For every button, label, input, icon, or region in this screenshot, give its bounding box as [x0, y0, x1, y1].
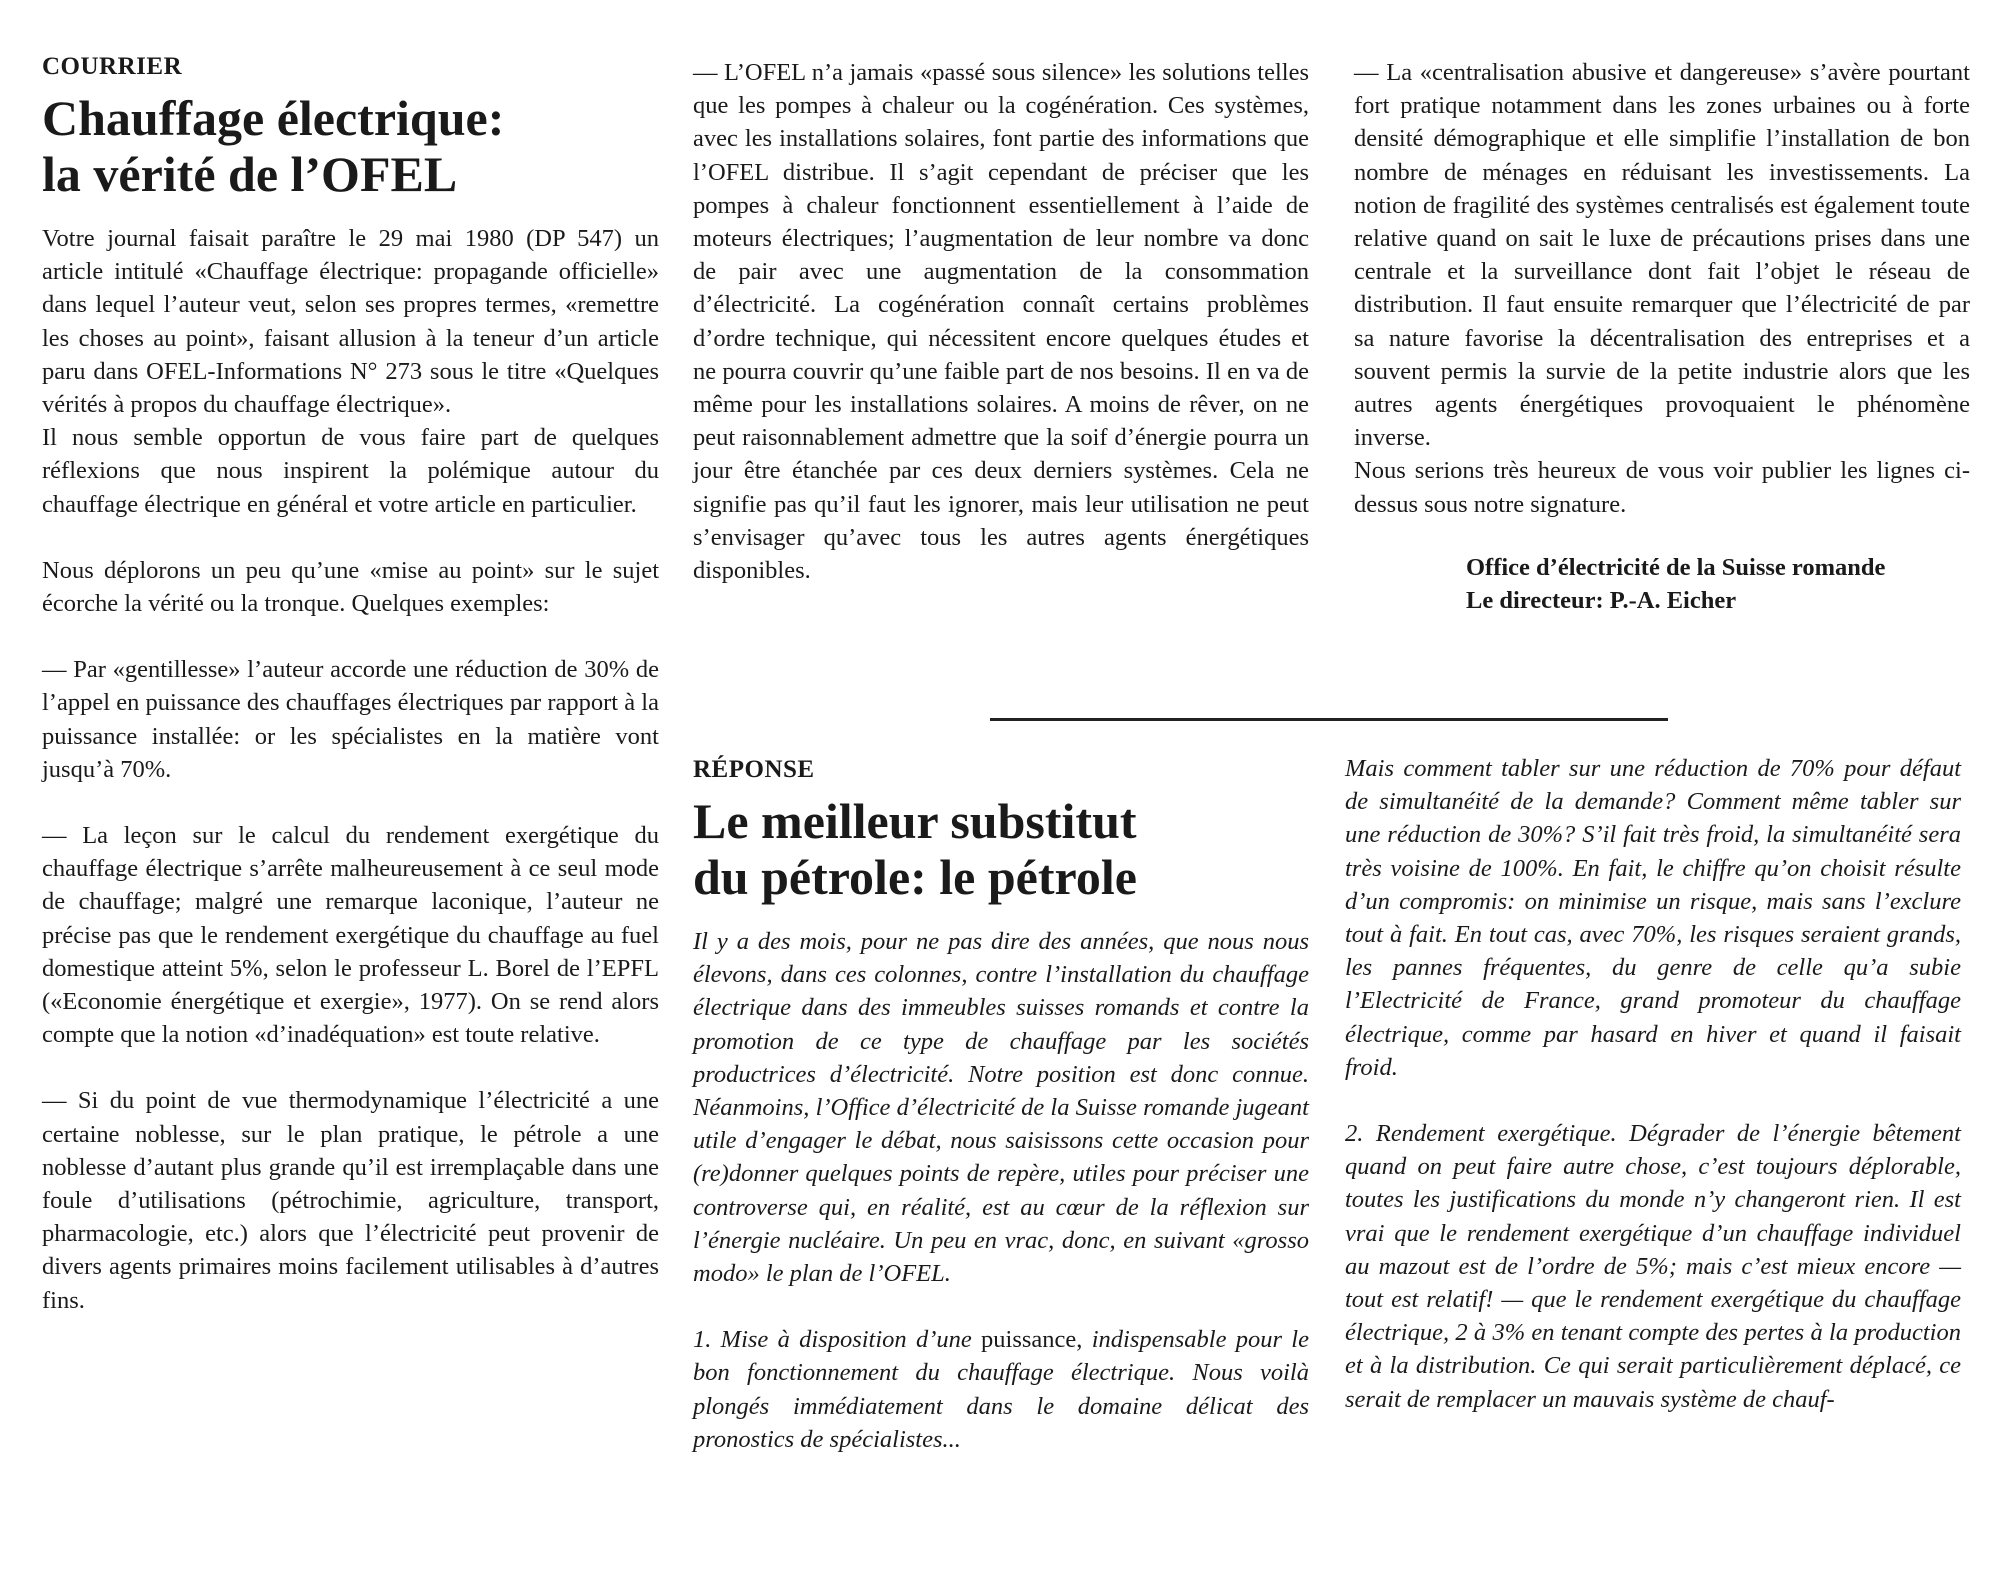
courrier-headline [42, 90, 659, 202]
reponse-column-1 [693, 755, 1309, 1456]
courrier-paragraph-2: Il nous semble opportun de vous faire part de quelques réflexions que nous inspirent la polémique autour du chauffage électrique en général et votre article en particulier. [42, 424, 659, 518]
courrier-paragraph-7: — L’OFEL n’a jamais «passé sous silence» les solutions telles que les pompes à chaleur ou la cogénération. Ces systèmes, avec les installations solaires, font partie des informations que l’OFEL distribue. Il s’agit cependant de préciser que les pompes à chaleur fonctionnent essentiellement à l’aide de moteurs électriques; l’augmentation de leur nombre va donc de pair avec une augmentation de la consommation d’électricité. La cogénération connaît certains problèmes d’ordre technique, qui nécessitent encore quelques études et ne pourra couvrir qu’une faible part de nos besoins. Il en va de même pour les installations solaires. A moins de rêver, on ne peut raisonnablement admettre que la soif d’énergie pourra un jour être étanchée par ces deux derniers systèmes. Cela ne signifie pas qu’il faut les ignorer, mais leur utilisation ne peut s’envisager qu’avec tous les autres agents énergétiques disponibles. [693, 59, 1309, 585]
courrier-kicker: COURRIER [42, 53, 183, 80]
reponse-paragraph-2 [693, 1323, 1309, 1456]
reponse-p2-part1: 1. Mise à disposition d’une [693, 1326, 972, 1354]
reponse-paragraph-1: Il y a des mois, pour ne pas dire des années, que nous nous élevons, dans ces colonnes, contre l’installation du chauffage électrique dans des immeubles suisses romands et contre la promotion de ce type de chauffage par les sociétés productrices d’électricité. Notre position est donc connue. Néanmoins, l’Office d’électricité de la Suisse romande jugeant utile d’engager le débat, nous saisissons cette occasion pour (re)donner quelques points de repère, utiles pour préciser une controverse qui, en réalité, est au cœur de la réflexion sur l’énergie nucléaire. Un peu en vrac, donc, en suivant «grosso modo» le plan de l’OFEL. [693, 928, 1309, 1288]
reponse-headline-line1: Le meilleur substitut [693, 793, 1137, 849]
reponse-column-2 [1345, 752, 1961, 1416]
reponse-headline-line2: du pétrole: le pétrole [693, 849, 1137, 905]
courrier-paragraph-8: — La «centralisation abusive et dangereuse» s’avère pourtant fort pratique notamment dans les zones urbaines ou à forte densité démographique et elle simplifie l’installation de bon nombre de ménages en réduisant les investissements. La notion de fragilité des systèmes centralisés est également toute relative quand on sait le luxe de précautions prises dans une centrale et la surveillance dont fait l’objet le réseau de distribution. Il faut ensuite remarquer que l’électricité de par sa nature favorise la décentralisation des entreprises et a souvent permis la survie de la petite industrie alors que les autres agents énergétiques provoquaient le phénomène inverse. [1354, 59, 1970, 452]
courrier-headline-line1: Chauffage électrique: [42, 90, 505, 146]
courrier-paragraph-1: Votre journal faisait paraître le 29 mai 1980 (DP 547) un article intitulé «Chauffage électrique: propagande officielle» dans lequel l’auteur veut, selon ses propres termes, «remettre les choses au point», faisant allusion à la teneur d’un article paru dans OFEL-Informations N° 273 sous le titre «Quelques vérités à propos du chauffage électrique». [42, 225, 659, 419]
section-divider [990, 718, 1668, 721]
courrier-paragraph-9: Nous serions très heureux de vous voir publier les lignes ci-dessus sous notre signature. [1354, 457, 1970, 518]
courrier-paragraph-4: — Par «gentillesse» l’auteur accorde une réduction de 30% de l’appel en puissance des chauffages électriques par rapport à la puissance installée: or les spécialistes en la matière vont jusqu’à 70%. [42, 656, 659, 783]
reponse-paragraph-4: 2. Rendement exergétique. Dégrader de l’énergie bêtement quand on peut faire autre chose, c’est toujours déplorable, toutes les justifications du monde n’y changeront rien. Il est vrai que le rendement exergétique d’un chauffage individuel au mazout est de l’ordre de 5%; mais c’est mieux encore — tout est relatif! — que le rendement exergétique du chauffage électrique, 2 à 3% en tenant compte des pertes à la production et à la distribution. Ce qui serait particulièrement déplacé, ce serait de remplacer un mauvais système de chauf- [1345, 1120, 1961, 1413]
signature-director: Le directeur: P.-A. Eicher [1466, 586, 1737, 614]
courrier-paragraph-6: — Si du point de vue thermodynamique l’électricité a une certaine noblesse, sur le plan pratique, le pétrole a une noblesse d’autant plus grande qu’il est irremplaçable dans une foule d’utilisations (pétrochimie, agriculture, transport, pharmacologie, etc.) alors que l’électricité peut provenir de divers agents primaires moins facilement utilisables à d’autres fins. [42, 1087, 659, 1314]
courrier-signature [1354, 551, 1970, 617]
courrier-column-3 [1354, 56, 1970, 617]
reponse-p2-part2: puissance, [971, 1326, 1092, 1354]
reponse-kicker: RÉPONSE [693, 756, 815, 783]
reponse-p2-part3: indispensable pour le bon fonctionnement du chauffage électrique. Nous voilà plongés immédiatement dans le domaine délicat des pronostics de spécialistes... [693, 1326, 1309, 1453]
signature-organization: Office d’électricité de la Suisse romande [1466, 553, 1886, 581]
courrier-column-2 [693, 56, 1309, 587]
reponse-headline [693, 793, 1309, 905]
courrier-paragraph-3: Nous déplorons un peu qu’une «mise au point» sur le sujet écorche la vérité ou la tronque. Quelques exemples: [42, 556, 659, 618]
courrier-headline-line2: la vérité de l’OFEL [42, 146, 458, 202]
courrier-column-1 [42, 52, 659, 1317]
courrier-paragraph-5: — La leçon sur le calcul du rendement exergétique du chauffage électrique s’arrête malheureusement à ce seul mode de chauffage; malgré une remarque laconique, l’auteur ne précise pas que le rendement exergétique du chauffage au fuel domestique atteint 5%, selon le professeur L. Borel de l’EPFL («Economie énergétique et exergie», 1977). On se rend alors compte que la notion «d’inadéquation» est toute relative. [42, 822, 659, 1049]
reponse-paragraph-3: Mais comment tabler sur une réduction de 70% pour défaut de simultanéité de la demande? Comment même tabler sur une réduction de 30%? S’il fait très froid, la simultanéité sera très voisine de 100%. En fait, le chiffre qu’on choisit résulte d’un compromis: on minimise un risque, mais sans l’exclure tout à fait. En tout cas, avec 70%, les risques seraient grands, les pannes fréquentes, du genre de celle qu’a subie l’Electricité de France, grand promoteur du chauffage électrique, comme par hasard en hiver et quand il faisait froid. [1345, 755, 1961, 1081]
